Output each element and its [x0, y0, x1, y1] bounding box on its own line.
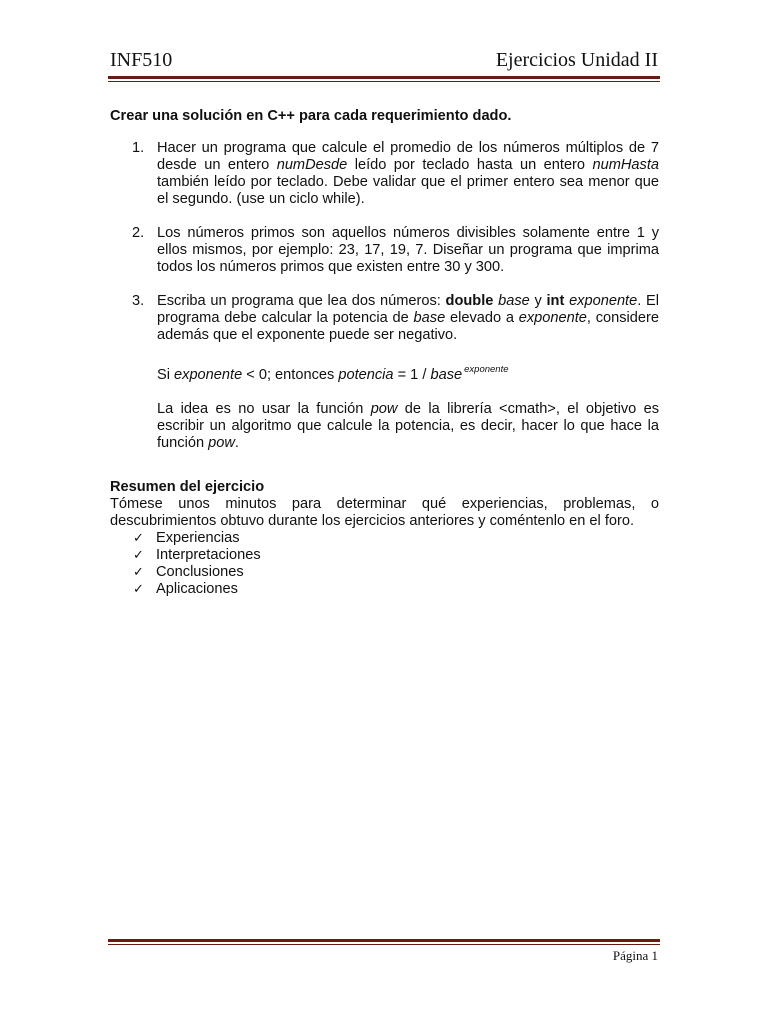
- task-list: [110, 140, 659, 452]
- var-numhasta: numHasta: [592, 157, 659, 173]
- checklist-item: ✓ Experiencias: [133, 530, 240, 546]
- task-note: La idea es no usar la función pow de la librería <cmath>, el objetivo es escribir un algoritmo que calcule la potencia, es decir, hacer lo que hace la función pow.: [157, 401, 659, 451]
- var-exponente: exponente: [518, 310, 587, 326]
- task-number: 2.: [132, 225, 145, 241]
- task-number: 3.: [132, 293, 145, 309]
- var-base: base: [498, 293, 530, 309]
- check-icon: ✓: [133, 582, 144, 597]
- header-rule: [108, 76, 660, 79]
- check-icon: ✓: [133, 548, 144, 563]
- page-number: Página 1: [612, 948, 658, 963]
- type-double: double: [445, 293, 494, 309]
- check-icon: ✓: [133, 565, 144, 580]
- checklist: [110, 530, 659, 598]
- var-base: base: [413, 310, 446, 326]
- checklist-item: ✓ Conclusiones: [133, 564, 244, 580]
- footer-rule: [108, 939, 660, 942]
- checklist-item: ✓ Aplicaciones: [133, 581, 238, 597]
- task-item-1: [110, 140, 659, 208]
- formula-line: Si exponente < 0; entonces potencia = 1 / base $^{exponente}$: [157, 364, 509, 383]
- task-text: Los números primos son aquellos números divisibles solamente entre 1 y ellos mismos, por ejemplo: 23, 17, 19, 7. Diseñar un programa que imprima todos los números primos que existen entre 30 y 300.: [157, 225, 659, 275]
- document-title: Ejercicios Unidad II: [495, 49, 658, 71]
- task-text: Escriba un programa que lea dos números: double base y int exponente. El programa debe calcular la potencia de base elevado a exponente, considere además que el exponente puede ser negativo.: [157, 293, 659, 343]
- footer-rule-thin: [108, 944, 660, 945]
- type-int: int: [546, 293, 565, 309]
- formula-exponent: exponente: [464, 364, 509, 375]
- checklist-item: ✓ Interpretaciones: [133, 547, 261, 563]
- check-icon: ✓: [133, 531, 144, 546]
- task-item-3: [110, 293, 659, 452]
- summary-text: Tómese unos minutos para determinar qué experiencias, problemas, o descubrimientos obtuvo durante los ejercicios anteriores y coméntenlo en el foro.: [110, 496, 659, 529]
- summary-title: Resumen del ejercicio: [110, 479, 265, 495]
- task-number: 1.: [132, 140, 145, 156]
- course-code: INF510: [110, 49, 173, 71]
- intro-heading: Crear una solución en C++ para cada requerimiento dado.: [110, 108, 512, 124]
- var-exponente: exponente: [569, 293, 638, 309]
- page-header: [110, 42, 658, 72]
- header-rule-thin: [108, 81, 660, 82]
- var-numdesde: numDesde: [276, 157, 348, 173]
- summary-section: [110, 479, 659, 598]
- task-text: Hacer un programa que calcule el promedio de los números múltiplos de 7 desde un entero numDesde leído por teclado hasta un entero numHasta también leído por teclado. Debe validar que el primer entero sea menor que el segundo. (use un ciclo while).: [157, 140, 659, 207]
- task-item-2: [110, 225, 659, 276]
- document-body: [110, 108, 659, 598]
